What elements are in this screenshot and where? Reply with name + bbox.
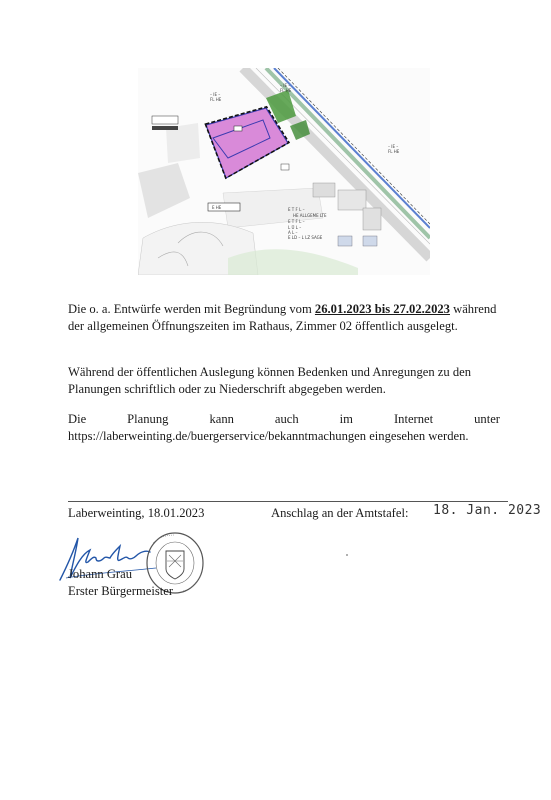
map-label: – IE –	[388, 144, 399, 149]
word: Die	[68, 412, 87, 426]
map-label: HE ALLGEME LTE	[293, 213, 327, 218]
map-label: A L –	[288, 230, 298, 235]
signer-name: Johann Grau	[68, 567, 133, 581]
map-label: FL HE	[388, 149, 400, 154]
speck	[346, 554, 348, 556]
word: im	[339, 412, 353, 426]
map-label: E T F L –	[288, 219, 305, 224]
map-label: – IE –	[210, 92, 221, 97]
posting-stamp-date: 18. Jan. 2023	[433, 503, 542, 518]
posting-label: Anschlag an der Amtstafel:	[271, 506, 409, 520]
map-label: E LD – L LZ SAGE	[288, 235, 323, 240]
site-plan-map	[138, 68, 430, 275]
map-label: FL HE	[210, 97, 222, 102]
internet-url-line: https://laberweinting.de/buergerservice/bekanntmachungen eingesehen werden.	[68, 428, 469, 443]
paragraph-objections: Während der öffentlichen Auslegung können Bedenken und Anregungen zu den Planungen schriftlich oder zu Niederschrift abgegeben werden.	[68, 365, 471, 396]
map-label: E HE	[212, 205, 222, 210]
map-label: E T F L –	[288, 207, 305, 212]
divider	[68, 501, 508, 502]
signer-block	[68, 566, 173, 599]
signer-title: Erster Bürgermeister	[68, 583, 174, 598]
word: Internet	[393, 412, 434, 426]
word: auch	[274, 412, 299, 426]
word: kann	[209, 412, 234, 426]
place-date: Laberweinting, 18.01.2023	[68, 506, 205, 520]
word: unter	[474, 412, 500, 426]
word: Planung	[127, 412, 169, 426]
paragraph-internet	[68, 411, 500, 444]
display-dates: 26.01.2023 bis 27.02.2023	[314, 302, 450, 316]
map-label: L Ü L –	[288, 225, 302, 230]
paragraph-text: Die o. a. Entwürfe werden mit Begründung vom	[68, 302, 315, 316]
map-label: FL HE	[280, 88, 292, 93]
paragraph-display-period	[68, 301, 500, 334]
paragraph-text: während der allgemeinen Öffnungszeiten im Rathaus, Zimmer 02 öffentlich ausgelegt.	[68, 302, 497, 333]
map-label: – IE –	[280, 83, 291, 88]
